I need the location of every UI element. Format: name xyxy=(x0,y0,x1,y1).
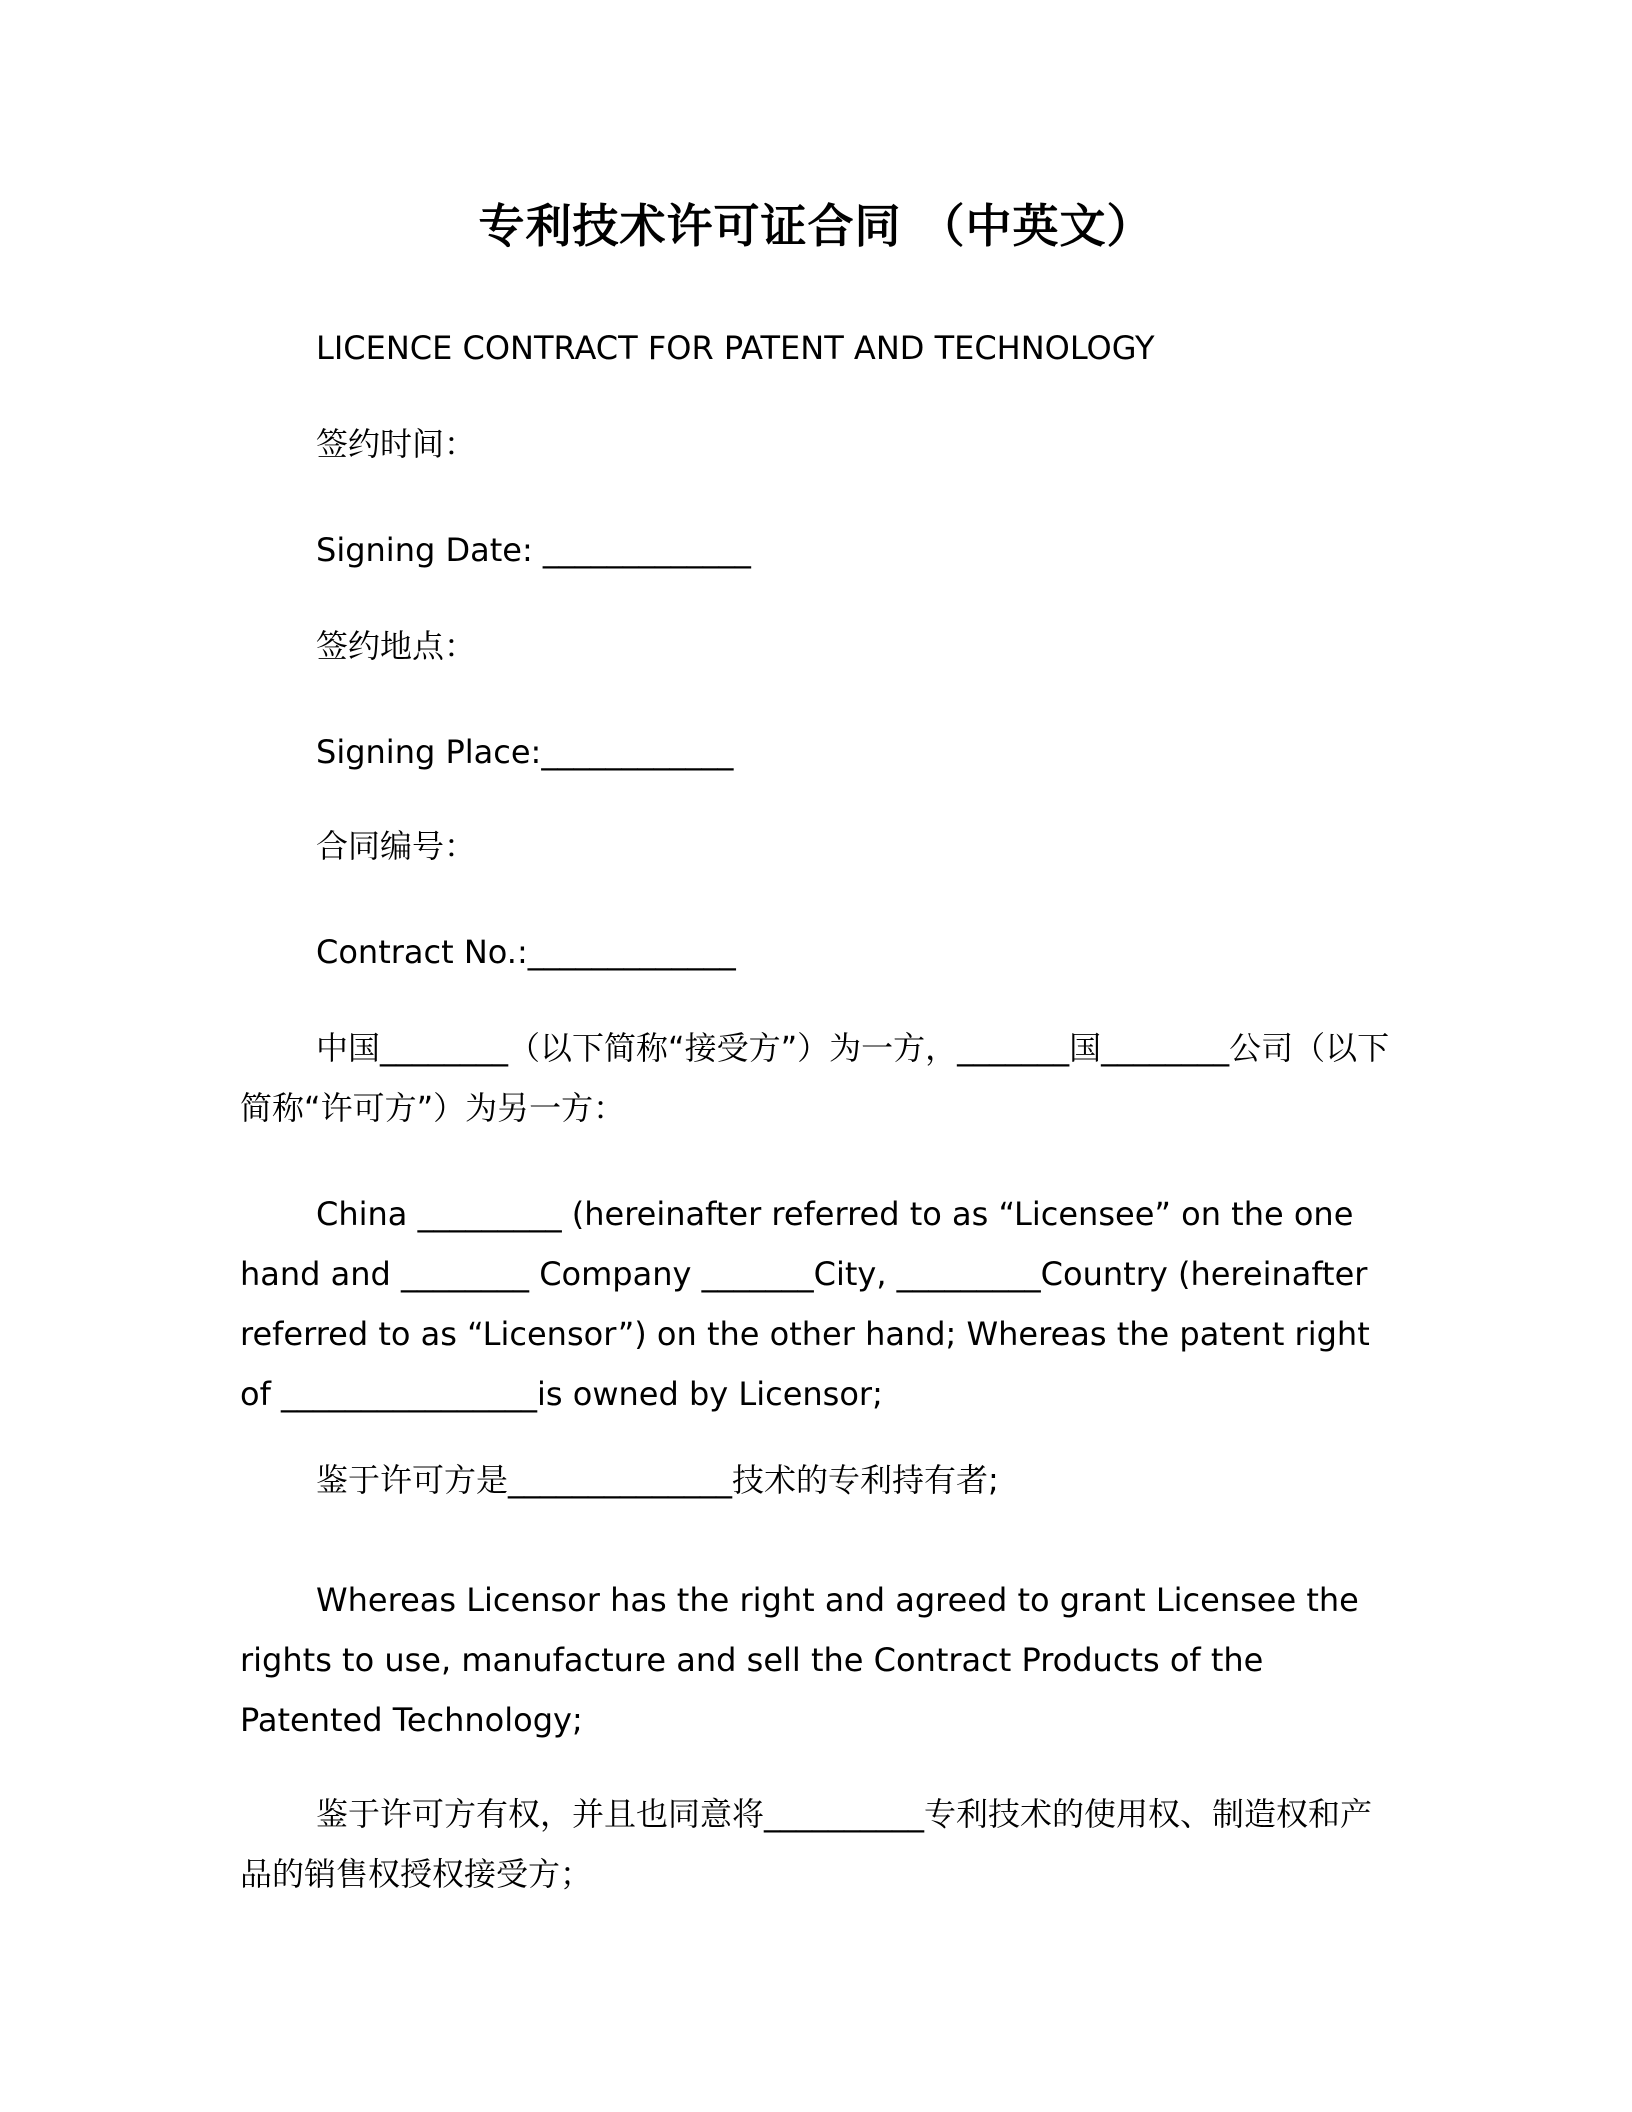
signing-place-cn: 签约地点： xyxy=(316,627,477,665)
english-title: LICENCE CONTRACT FOR PATENT AND TECHNOLOGY xyxy=(316,329,1155,367)
signing-date-en: Signing Date: _____________ xyxy=(316,531,751,569)
parties-paragraph-en: China _________ (hereinafter referred to as “Licensee” on the one hand and ________ Company _______City, _________Country (hereinafter referred to as “Licensor”) on the other hand; Whereas the patent right of ________________is owned by Licensor; xyxy=(240,1195,1380,1413)
whereas-paragraph-en-2: Whereas Licensor has the right and agreed to grant Licensee the rights to use, manufacture and sell the Contract Products of the Patented Technology; xyxy=(240,1581,1370,1739)
signing-place-en: Signing Place:____________ xyxy=(316,733,734,771)
whereas-paragraph-cn-1: 鉴于许可方是______________技术的专利持有者; xyxy=(316,1461,999,1499)
parties-paragraph-cn: 中国________（以下简称“接受方”）为一方，_______国________公司（以下简称“许可方”）为另一方： xyxy=(240,1029,1390,1127)
signing-date-cn: 签约时间： xyxy=(316,425,477,463)
document-title: 专利技术许可证合同 （中英文） xyxy=(478,199,1154,253)
contract-number-en: Contract No.:_____________ xyxy=(316,933,736,971)
contract-number-cn: 合同编号： xyxy=(316,827,477,865)
whereas-paragraph-cn-2: 鉴于许可方有权，并且也同意将__________专利技术的使用权、制造权和产品的销售权授权接受方； xyxy=(240,1795,1373,1893)
